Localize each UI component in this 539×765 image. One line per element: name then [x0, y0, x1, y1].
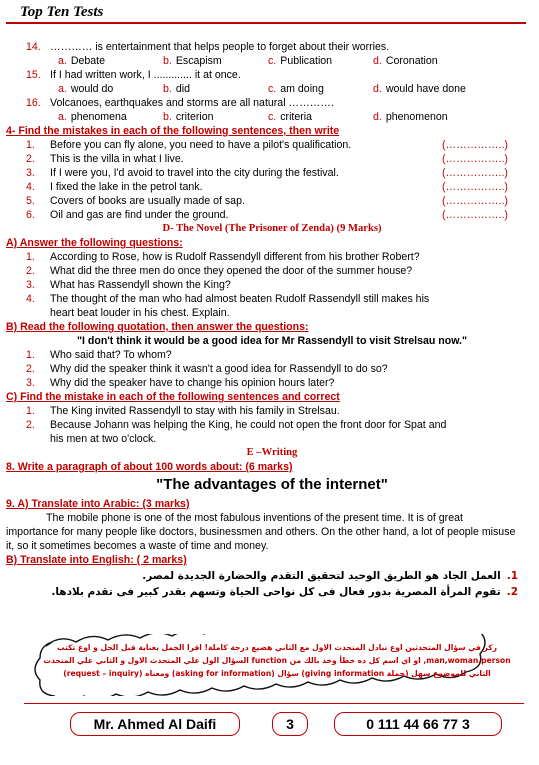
question-item	[26, 292, 518, 306]
item-text: I fixed the lake in the petrol tank.	[50, 181, 203, 193]
question-number: 16.	[26, 97, 41, 109]
item-text: Covers of books are usually made of sap.	[50, 195, 245, 207]
item-text: Before you can fly alone, you need to have a pilot's qualification.	[50, 139, 352, 151]
writing-heading: E –Writing	[246, 447, 298, 458]
novel-c-heading: C) Find the mistake in each of the following sentences and correct	[6, 391, 340, 403]
question-item	[26, 278, 518, 292]
phone-number: 0 111 44 66 77 3	[366, 716, 470, 732]
item-number: 5.	[26, 195, 35, 207]
option-letter: a.	[58, 83, 67, 95]
option-letter: d.	[373, 83, 382, 95]
exam-content	[6, 40, 518, 601]
item-number: 2.	[26, 363, 35, 375]
note-line: ركز في سؤال المتحدثين اوع تبادل المتحدث الاول مع الثاني هضيع درجة كاملة! اقرا الجمل بعناية قبل الحل و اوع تكتب	[56, 643, 498, 652]
mcq-option	[58, 54, 163, 68]
option-text: criterion	[175, 111, 214, 123]
arabic-sentence	[26, 569, 518, 583]
option-text: Escapism	[175, 55, 222, 67]
item-number: 1.	[26, 405, 35, 417]
option-letter: d.	[373, 111, 382, 123]
writing-question-8: 8. Write a paragraph of about 100 words about: (6 marks)	[6, 461, 293, 473]
brand-title: Top Ten Tests	[20, 4, 104, 20]
mistake-item	[26, 138, 518, 152]
mcq-option	[373, 54, 478, 68]
writing-topic-title: "The advantages of the internet"	[156, 476, 388, 493]
option-text: did	[175, 83, 190, 95]
header-rule	[6, 22, 526, 24]
item-text: Because Johann was helping the King, he could not open the front door for Spat and	[50, 419, 447, 431]
mcq-question	[26, 96, 518, 110]
footer-rule	[24, 703, 524, 704]
item-text: What has Rassendyll shown the King?	[50, 279, 231, 291]
option-text: phenomena	[70, 111, 127, 123]
question-item	[26, 250, 518, 264]
item-text: What did the three men do once they opened the door of the summer house?	[50, 265, 413, 277]
item-text: This is the villa in what I live.	[50, 153, 184, 165]
novel-a-list	[26, 250, 518, 306]
item-text: Why did the speaker think it wasn't a good idea for Rassendyll to do so?	[50, 363, 388, 375]
mcq-options	[26, 110, 518, 124]
question-text: ………… is entertainment that helps people to forget about their worries.	[50, 41, 390, 53]
novel-c-item-2-continuation: his men at two o'clock.	[50, 433, 157, 445]
option-text: am doing	[280, 83, 324, 95]
item-number: 2.	[26, 419, 35, 431]
item-text: The King invited Rassendyll to stay with his family in Strelsau.	[50, 405, 340, 417]
option-letter: b.	[163, 111, 172, 123]
mistake-item	[26, 194, 518, 208]
option-text: Debate	[70, 55, 106, 67]
option-text: phenomenon	[385, 111, 448, 123]
mcq-option	[373, 110, 478, 124]
teacher-name: Mr. Ahmed Al Daifi	[93, 716, 217, 732]
mcq-section	[26, 40, 518, 124]
page-header	[10, 2, 530, 32]
arabic-sentence	[26, 585, 518, 599]
option-letter: b.	[163, 83, 172, 95]
mistake-item	[26, 152, 518, 166]
translate-arabic-heading: 9. A) Translate into Arabic: (3 marks)	[6, 498, 190, 510]
mcq-option	[268, 110, 373, 124]
question-text: If I had written work, I ............. it at once.	[50, 69, 241, 81]
arabic-sentences	[26, 569, 518, 599]
item-number: 1.	[26, 139, 35, 151]
item-number: 6.	[26, 209, 35, 221]
item-text: تقوم المرأة المصرية بدور فعال فى كل نواحى الحياة وتسهم بقدر كبير فى تقدم بلادها.	[51, 586, 501, 598]
translate-english-heading: B) Translate into English: ( 2 marks)	[6, 554, 187, 566]
question-text: Volcanoes, earthquakes and storms are all natural ………….	[50, 97, 334, 109]
mcq-option	[163, 82, 268, 96]
answer-blank: (……………..)	[442, 153, 508, 165]
mistakes-heading: 4- Find the mistakes in each of the following sentences, then write	[6, 125, 340, 137]
question-item	[26, 264, 518, 278]
novel-a-heading: A) Answer the following questions:	[6, 237, 183, 249]
page-number-box	[272, 712, 308, 736]
item-number: 3.	[26, 377, 35, 389]
item-text: According to Rose, how is Rudolf Rassendyll different from his brother Robert?	[50, 251, 420, 263]
teacher-name-box	[70, 712, 240, 736]
item-number: 3.	[26, 167, 35, 179]
question-item	[26, 418, 518, 432]
page-number: 3	[286, 716, 294, 732]
note-line: الثاني للموضوع سهل (جملة giving information) سؤال (asking for information) ومعناه (request – inquiry)	[63, 669, 491, 678]
option-text: Publication	[280, 55, 333, 67]
item-number: 4.	[26, 293, 35, 305]
item-number: 1.	[506, 570, 518, 582]
answer-blank: (……………..)	[442, 139, 508, 151]
option-text: would do	[70, 83, 114, 95]
answer-blank: (……………..)	[442, 195, 508, 207]
option-text: would have done	[385, 83, 466, 95]
item-number: 3.	[26, 279, 35, 291]
option-letter: c.	[268, 55, 277, 67]
answer-blank: (……………..)	[442, 167, 508, 179]
cloud-note-text	[42, 641, 512, 680]
option-letter: a.	[58, 111, 67, 123]
novel-b-heading: B) Read the following quotation, then answer the questions:	[6, 321, 309, 333]
mcq-option	[163, 54, 268, 68]
answer-blank: (……………..)	[442, 209, 508, 221]
mcq-option	[268, 54, 373, 68]
answer-blank: (……………..)	[442, 181, 508, 193]
item-number: 2.	[26, 153, 35, 165]
option-text: Coronation	[385, 55, 438, 67]
question-number: 15.	[26, 69, 41, 81]
item-number: 1.	[26, 349, 35, 361]
item-number: 2.	[506, 586, 518, 598]
item-text: العمل الجاد هو الطريق الوحيد لتحقيق التقدم والحضارة الجديدة لمصر.	[142, 570, 501, 582]
mistake-item	[26, 180, 518, 194]
mcq-question	[26, 68, 518, 82]
item-text: If I were you, I'd avoid to travel into the city during the festival.	[50, 167, 339, 179]
option-letter: c.	[268, 111, 277, 123]
mcq-options	[26, 82, 518, 96]
item-number: 4.	[26, 181, 35, 193]
option-letter: a.	[58, 55, 67, 67]
item-text: The thought of the man who had almost beaten Rudolf Rassendyll still makes his	[50, 293, 430, 305]
question-number: 14.	[26, 41, 41, 53]
novel-c-list	[26, 404, 518, 432]
item-number: 2.	[26, 265, 35, 277]
question-item	[26, 362, 518, 376]
option-letter: d.	[373, 55, 382, 67]
item-text: Who said that? To whom?	[50, 349, 172, 361]
option-letter: c.	[268, 83, 277, 95]
mcq-option	[268, 82, 373, 96]
question-item	[26, 348, 518, 362]
option-letter: b.	[163, 55, 172, 67]
phone-box	[334, 712, 502, 736]
mcq-option	[58, 110, 163, 124]
question-item	[26, 404, 518, 418]
novel-heading: D- The Novel (The Prisoner of Zenda) (9 Marks)	[162, 223, 382, 234]
mistake-item	[26, 166, 518, 180]
item-text: Why did the speaker have to change his opinion hours later?	[50, 377, 335, 389]
item-number: 1.	[26, 251, 35, 263]
mistake-item	[26, 208, 518, 222]
item-text: Oil and gas are find under the ground.	[50, 209, 229, 221]
note-line: man,woman,person, او اي اسم كل ده خطأ وخد بالك من function السؤال الول علي المتحدث الاول و الثاني علي المتحدث	[43, 656, 511, 665]
mcq-options	[26, 54, 518, 68]
novel-a-item-4-continuation: heart beat louder in his chest. Explain.	[50, 307, 230, 319]
option-text: criteria	[280, 111, 313, 123]
translation-paragraph: The mobile phone is one of the most fabulous inventions of the present time. It is of great importance for many people like doctors, businessmen and others. On the other hand, a lot of people misuse it, so it sometimes becomes a waste of time and money.	[6, 512, 516, 552]
novel-b-list	[26, 348, 518, 390]
mcq-option	[163, 110, 268, 124]
novel-quote: "I don't think it would be a good idea for Mr Rassendyll to visit Strelsau now."	[76, 335, 468, 347]
mcq-question	[26, 40, 518, 54]
mistakes-list	[26, 138, 518, 222]
mcq-option	[58, 82, 163, 96]
mcq-option	[373, 82, 478, 96]
question-item	[26, 376, 518, 390]
